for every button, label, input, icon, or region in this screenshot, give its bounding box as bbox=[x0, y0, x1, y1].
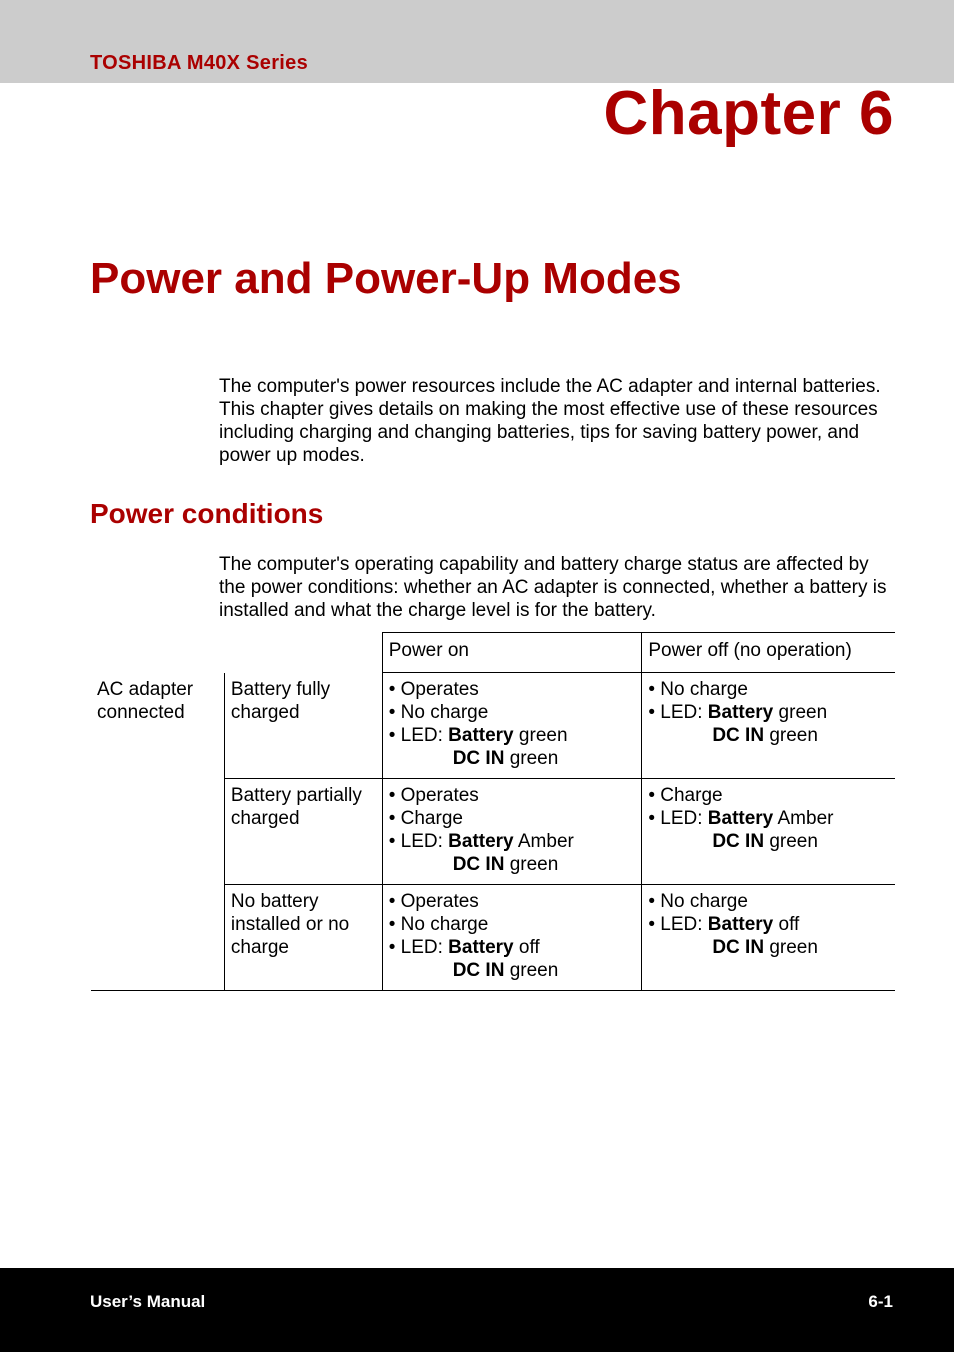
dcin-state: green bbox=[504, 960, 559, 981]
dcin-label: DC IN bbox=[452, 748, 505, 769]
led-line bbox=[648, 913, 889, 936]
section-paragraph: The computer's operating capability and battery charge status are affected by the power conditions: whether an AC adapter is connected, whether a battery is installed and what the charge level is for the battery. bbox=[219, 554, 887, 621]
battery-label: Battery bbox=[448, 831, 514, 852]
page-title: Power and Power-Up Modes bbox=[90, 254, 682, 303]
page-number: 6-1 bbox=[868, 1292, 893, 1311]
series-title: TOSHIBA M40X Series bbox=[90, 52, 309, 74]
battery-state: green bbox=[773, 702, 828, 723]
battery-label: Battery bbox=[448, 725, 514, 746]
led-line bbox=[389, 936, 636, 959]
power-off-cell bbox=[642, 673, 895, 779]
power-on-cell bbox=[382, 673, 642, 779]
battery-label: Battery bbox=[448, 937, 514, 958]
status-line: • No charge bbox=[388, 914, 489, 935]
dcin-line bbox=[389, 959, 636, 982]
status-line: • No charge bbox=[648, 891, 748, 912]
dcin-line bbox=[648, 830, 889, 853]
battery-state: off bbox=[513, 937, 540, 958]
dcin-label: DC IN bbox=[712, 937, 765, 958]
chapter-heading: Chapter 6 bbox=[603, 79, 894, 148]
header-power-off: Power off (no operation) bbox=[642, 633, 895, 673]
led-prefix: • LED: bbox=[648, 914, 708, 935]
battery-state: Amber bbox=[773, 808, 834, 829]
power-conditions-table bbox=[91, 632, 895, 991]
power-on-cell bbox=[382, 885, 642, 991]
dcin-label: DC IN bbox=[452, 854, 505, 875]
power-on-cell bbox=[382, 779, 642, 885]
header-power-on: Power on bbox=[382, 633, 642, 673]
intro-paragraph: The computer's power resources include the AC adapter and internal batteries. This chapter gives details on making the most effective use of these resources including charging and changing batteries, tips for saving battery power, and power up modes. bbox=[219, 376, 881, 466]
status-line: • Charge bbox=[648, 785, 723, 806]
table-row bbox=[91, 673, 895, 779]
dcin-line bbox=[648, 936, 889, 959]
status-line: • Operates bbox=[388, 891, 479, 912]
dcin-state: green bbox=[504, 854, 559, 875]
dcin-label: DC IN bbox=[712, 831, 765, 852]
led-line bbox=[648, 701, 889, 724]
led-line bbox=[389, 830, 636, 853]
condition-cell: No battery installed or no charge bbox=[224, 885, 382, 991]
led-prefix: • LED: bbox=[648, 702, 708, 723]
led-line bbox=[389, 724, 636, 747]
status-line: • Operates bbox=[388, 679, 479, 700]
status-line: • Charge bbox=[388, 808, 463, 829]
table-header-blank bbox=[91, 633, 224, 673]
table-header-blank bbox=[224, 633, 382, 673]
led-prefix: • LED: bbox=[388, 831, 449, 852]
led-line bbox=[648, 807, 889, 830]
battery-label: Battery bbox=[707, 914, 774, 935]
battery-state: off bbox=[773, 914, 800, 935]
status-line: • No charge bbox=[388, 702, 489, 723]
group-label: AC adapter connected bbox=[91, 673, 224, 991]
condition-cell: Battery partially charged bbox=[224, 779, 382, 885]
dcin-line bbox=[648, 724, 889, 747]
dcin-line bbox=[389, 747, 636, 770]
power-off-cell bbox=[642, 779, 895, 885]
led-prefix: • LED: bbox=[648, 808, 708, 829]
power-off-cell bbox=[642, 885, 895, 991]
led-prefix: • LED: bbox=[388, 725, 449, 746]
dcin-line bbox=[389, 853, 636, 876]
dcin-state: green bbox=[504, 748, 559, 769]
battery-state: green bbox=[513, 725, 568, 746]
battery-label: Battery bbox=[707, 808, 774, 829]
footer-manual-label: User’s Manual bbox=[90, 1292, 206, 1311]
section-heading: Power conditions bbox=[90, 498, 324, 529]
table-header-row bbox=[91, 633, 895, 673]
dcin-state: green bbox=[764, 725, 818, 746]
battery-label: Battery bbox=[707, 702, 774, 723]
dcin-state: green bbox=[764, 831, 818, 852]
condition-cell: Battery fully charged bbox=[224, 673, 382, 779]
dcin-state: green bbox=[764, 937, 818, 958]
led-prefix: • LED: bbox=[388, 937, 449, 958]
dcin-label: DC IN bbox=[712, 725, 765, 746]
dcin-label: DC IN bbox=[452, 960, 505, 981]
status-line: • Operates bbox=[388, 785, 479, 806]
status-line: • No charge bbox=[648, 679, 748, 700]
battery-state: Amber bbox=[513, 831, 574, 852]
